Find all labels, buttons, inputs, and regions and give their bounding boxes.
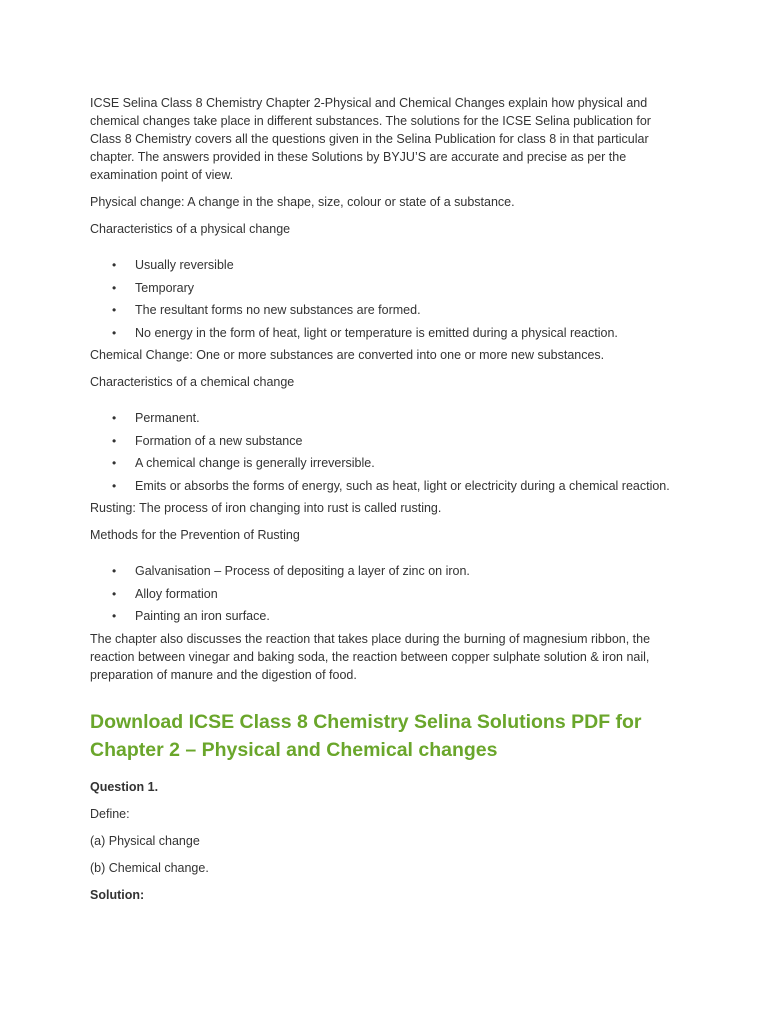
list-item: • Temporary — [112, 280, 195, 295]
physical-characteristics-list — [90, 256, 680, 342]
list-item: • No energy in the form of heat, light or temperature is emitted during a physical reaction. — [112, 325, 618, 340]
prevention-list — [90, 562, 680, 625]
list-item: • Formation of a new substance — [112, 433, 303, 448]
bullet-icon: • — [112, 411, 117, 425]
list-item: • Emits or absorbs the forms of energy, such as heat, light or electricity during a chemical reaction. — [112, 478, 670, 493]
document-body — [90, 94, 680, 904]
bullet-icon: • — [112, 280, 117, 295]
list-item: • Alloy formation — [112, 586, 218, 601]
list-item: • Permanent. — [112, 411, 200, 425]
chemical-characteristics-list — [90, 409, 680, 495]
question-line: (b) Chemical change. — [90, 860, 209, 875]
intro-paragraph: ICSE Selina Class 8 Chemistry Chapter 2-Physical and Chemical Changes explain how physical and chemical changes take place in different substances. The solutions for the ICSE Selina publication for Class 8 Chemistry covers all the questions given in the Selina Publication for class 8 in that particular chapter. The answers provided in these Solutions by BYJU’S are accurate and precise as per the examination point of view. — [90, 96, 651, 182]
question-line: Define: — [90, 806, 130, 821]
download-heading: Download ICSE Class 8 Chemistry Selina Solutions PDF for Chapter 2 – Physical and Chemical changes — [90, 710, 642, 761]
physical-characteristics-heading: Characteristics of a physical change — [90, 222, 291, 236]
bullet-icon: • — [112, 325, 117, 340]
prevention-heading: Methods for the Prevention of Rusting — [90, 528, 300, 542]
bullet-icon: • — [112, 433, 117, 448]
list-item: • Usually reversible — [112, 258, 234, 272]
bullet-icon: • — [112, 303, 117, 317]
list-item: • Painting an iron surface. — [112, 609, 270, 623]
question-line: (a) Physical change — [90, 833, 200, 848]
bullet-icon: • — [112, 456, 117, 470]
solution-label: Solution: — [90, 887, 145, 902]
bullet-icon: • — [112, 478, 117, 493]
question-label: Question 1. — [90, 779, 159, 794]
closing-paragraph: The chapter also discusses the reaction that takes place during the burning of magnesium ribbon, the reaction between vinegar and baking soda, the reaction between copper sulphate solution & iron nail, preparation of manure and the digestion of food. — [90, 631, 651, 682]
bullet-icon: • — [112, 609, 117, 623]
bullet-icon: • — [112, 586, 117, 601]
rusting-definition: Rusting: The process of iron changing into rust is called rusting. — [90, 501, 442, 515]
bullet-icon: • — [112, 258, 117, 272]
bullet-icon: • — [112, 564, 117, 578]
list-item: • A chemical change is generally irreversible. — [112, 456, 375, 470]
physical-change-definition: Physical change: A change in the shape, size, colour or state of a substance. — [90, 195, 515, 209]
chemical-change-definition: Chemical Change: One or more substances are converted into one or more new substances. — [90, 348, 605, 362]
list-item: • Galvanisation – Process of depositing a layer of zinc on iron. — [112, 564, 470, 578]
list-item: • The resultant forms no new substances are formed. — [112, 303, 421, 317]
chemical-characteristics-heading: Characteristics of a chemical change — [90, 375, 295, 389]
